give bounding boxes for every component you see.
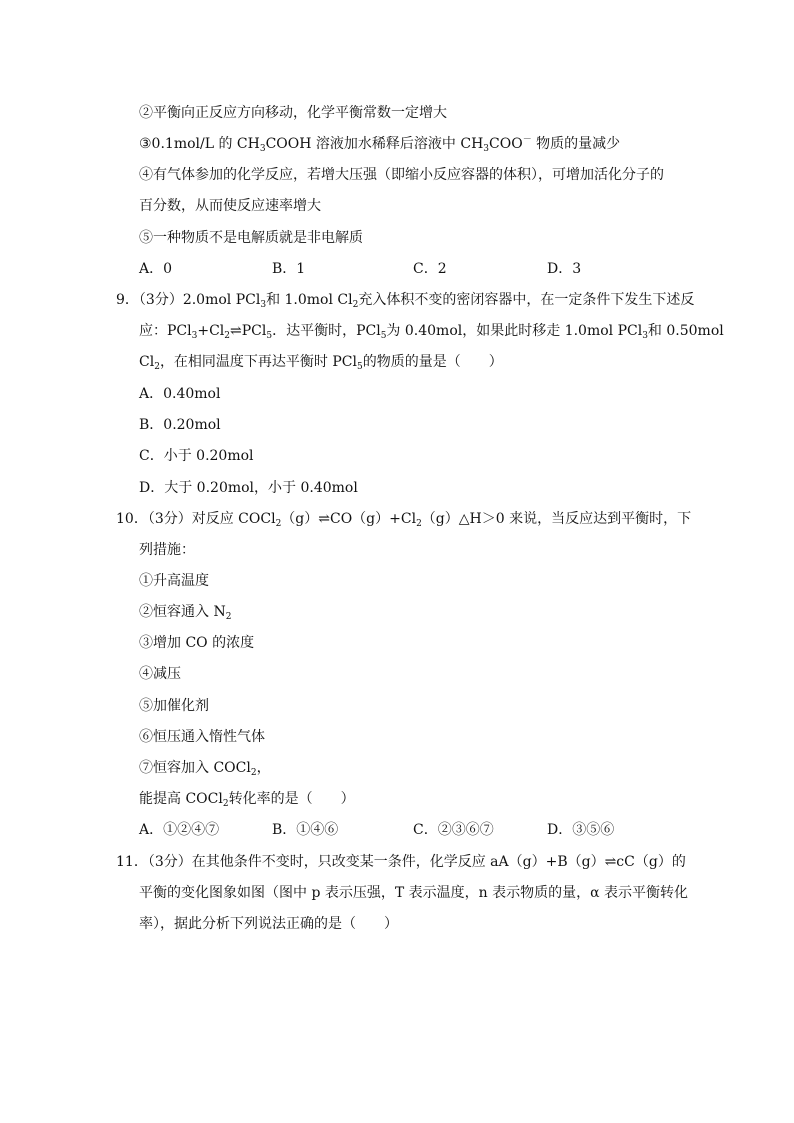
q11-stem-line2: 平衡的变化图象如图（图中 p 表示压强，T 表示温度，n 表示物质的量，α 表示平衡转化 <box>139 885 689 901</box>
q9-option-c[interactable]: C．小于 0.20mol <box>139 448 254 464</box>
q9-stem-line2: 应：$PCl_3+Cl_2\rightleftharpoons PCl_5$．达平衡时，PCl$_5$为 0.40mol，如果此时移走 1.0mol PCl$_3$和 0.50mol <box>139 323 724 341</box>
statement-5: ⑤一种物质不是电解质就是非电解质 <box>139 230 363 246</box>
q10-question: 能提高 COCl$_2$转化率的是（ ） <box>139 791 355 809</box>
q9-stem-line1: 9．（3分）2.0mol PCl$_3$和 1.0mol $Cl_2$充入体积不变的密闭容器中，在一定条件下发生下述反 <box>116 292 695 310</box>
q10-measure-4: ④减压 <box>139 666 181 682</box>
q9-stem-line3: $Cl_2$，在相同温度下再达平衡时 PCl$_5$的物质的量是（ ） <box>139 354 503 372</box>
q9-option-d[interactable]: D．大于 0.20mol，小于 0.40mol <box>139 480 358 496</box>
q11-stem-line1: 11．（3分）在其他条件不变时，只改变某一条件，化学反应 aA（g）+B（g）⇌cC（g）的 <box>116 854 686 870</box>
statement-4-line1: ④有气体参加的化学反应，若增大压强（即缩小反应容器的体积），可增加活化分子的 <box>139 167 664 183</box>
q10-measure-3: ③增加 CO 的浓度 <box>139 635 255 651</box>
q9-option-b[interactable]: B．0.20mol <box>139 417 221 433</box>
q10-option-c[interactable]: C．②③⑥⑦ <box>413 822 494 838</box>
q10-measure-2: ②恒容通入 $N_2$ <box>139 604 232 622</box>
q9-option-a[interactable]: A．0.40mol <box>139 386 221 402</box>
q10-measure-1: ①升高温度 <box>139 573 209 589</box>
statement-3: ③0.1mol/L 的 $CH_3COOH$ 溶液加水稀释后溶液中 $CH_3COO^-$ 物质的量减少 <box>139 135 621 154</box>
q10-option-d[interactable]: D．③⑤⑥ <box>547 822 615 838</box>
option-d[interactable]: D．3 <box>547 261 582 277</box>
statement-4-line2: 百分数，从而使反应速率增大 <box>139 198 321 214</box>
q10-stem-line2: 列措施： <box>139 542 195 558</box>
statement-2: ②平衡向正反应方向移动，化学平衡常数一定增大 <box>139 105 447 121</box>
q10-option-b[interactable]: B．①④⑥ <box>272 822 339 838</box>
q11-stem-line3: 率），据此分析下列说法正确的是（ ） <box>139 916 398 932</box>
option-b[interactable]: B．1 <box>272 261 306 277</box>
option-c[interactable]: C．2 <box>413 261 447 277</box>
option-a[interactable]: A．0 <box>139 261 173 277</box>
q10-stem-line1: 10．（3分）对反应 $COCl_2(g)\rightleftharpoons CO(g)+Cl_2(g)\triangle H>0$ 来说，当反应达到平衡时，下 <box>116 511 692 529</box>
q10-measure-5: ⑤加催化剂 <box>139 698 209 714</box>
q10-measure-6: ⑥恒压通入惰性气体 <box>139 729 265 745</box>
q10-option-a[interactable]: A．①②④⑦ <box>139 822 220 838</box>
q10-measure-7: ⑦恒容加入 COCl$_2$， <box>139 760 271 778</box>
